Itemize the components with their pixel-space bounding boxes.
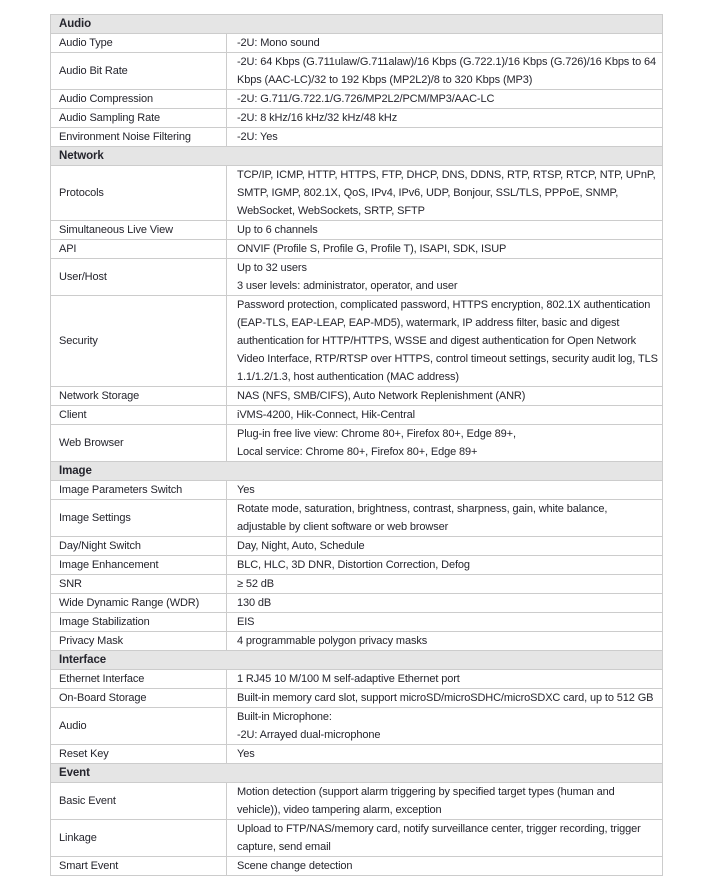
spec-value-line: EIS — [237, 616, 255, 628]
spec-row — [51, 556, 662, 575]
spec-value-line: Yes — [237, 748, 255, 760]
spec-value-line: SMTP, IGMP, 802.1X, QoS, IPv4, IPv6, UDP, Bonjour, SSL/TLS, PPPoE, SNMP, — [237, 187, 619, 199]
section-header: Image — [51, 462, 662, 481]
section-header: Audio — [51, 15, 662, 34]
spec-value-line: ONVIF (Profile S, Profile G, Profile T), ISAPI, SDK, ISUP — [237, 243, 507, 255]
spec-label: Audio Bit Rate — [51, 53, 227, 89]
spec-label: SNR — [51, 575, 227, 593]
spec-value-line: BLC, HLC, 3D DNR, Distortion Correction, Defog — [237, 559, 470, 571]
spec-row — [51, 670, 662, 689]
spec-label: Audio Type — [51, 34, 227, 52]
spec-row — [51, 820, 662, 857]
spec-value-line: Kbps (AAC-LC)/32 to 192 Kbps (MP2L2)/8 to 320 Kbps (MP3) — [237, 74, 533, 86]
spec-table — [50, 14, 663, 876]
spec-label: API — [51, 240, 227, 258]
spec-value — [227, 670, 662, 688]
spec-value — [227, 296, 662, 386]
spec-row — [51, 387, 662, 406]
spec-value-line: 1 RJ45 10 M/100 M self-adaptive Ethernet port — [237, 673, 460, 685]
spec-row — [51, 425, 662, 462]
spec-value — [227, 745, 662, 763]
spec-label: Network Storage — [51, 387, 227, 405]
spec-label: Ethernet Interface — [51, 670, 227, 688]
spec-value — [227, 425, 662, 461]
spec-value — [227, 387, 662, 405]
spec-row — [51, 481, 662, 500]
spec-value — [227, 34, 662, 52]
spec-value-line: -2U: Arrayed dual-microphone — [237, 729, 381, 741]
spec-value-line: Built-in memory card slot, support microSD/microSDHC/microSDXC card, up to 512 GB — [237, 692, 654, 704]
spec-value-line: -2U: 64 Kbps (G.711ulaw/G.711alaw)/16 Kbps (G.722.1)/16 Kbps (G.726)/16 Kbps to 64 — [237, 56, 656, 68]
spec-value — [227, 594, 662, 612]
spec-label: Basic Event — [51, 783, 227, 819]
spec-value-line: 1.1/1.2/1.3, host authentication (MAC address) — [237, 371, 459, 383]
spec-label: Day/Night Switch — [51, 537, 227, 555]
spec-row — [51, 406, 662, 425]
spec-value-line: Upload to FTP/NAS/memory card, notify surveillance center, trigger recording, trigger — [237, 823, 641, 835]
spec-value — [227, 128, 662, 146]
spec-label: On-Board Storage — [51, 689, 227, 707]
spec-row — [51, 90, 662, 109]
spec-value-line: 3 user levels: administrator, operator, and user — [237, 280, 458, 292]
spec-value-line: Yes — [237, 484, 255, 496]
spec-value — [227, 575, 662, 593]
spec-value-line: -2U: Yes — [237, 131, 278, 143]
spec-row — [51, 500, 662, 537]
spec-value-line: Plug-in free live view: Chrome 80+, Firefox 80+, Edge 89+, — [237, 428, 516, 440]
spec-row — [51, 259, 662, 296]
spec-value — [227, 613, 662, 631]
spec-label: Audio Compression — [51, 90, 227, 108]
spec-value-line: authentication for HTTP/HTTPS, WSSE and digest authentication for Open Network — [237, 335, 637, 347]
spec-label: Wide Dynamic Range (WDR) — [51, 594, 227, 612]
spec-value — [227, 820, 662, 856]
spec-value-line: Day, Night, Auto, Schedule — [237, 540, 365, 552]
spec-value — [227, 500, 662, 536]
spec-row — [51, 34, 662, 53]
spec-value-line: 4 programmable polygon privacy masks — [237, 635, 428, 647]
spec-row — [51, 708, 662, 745]
spec-value-line: Up to 6 channels — [237, 224, 318, 236]
spec-row — [51, 745, 662, 764]
spec-value — [227, 166, 662, 220]
spec-label: Linkage — [51, 820, 227, 856]
spec-value-line: capture, send email — [237, 841, 331, 853]
spec-label: Image Settings — [51, 500, 227, 536]
spec-value-line: Video Interface, RTP/RTSP over HTTPS, control timeout settings, security audit log, TLS — [237, 353, 658, 365]
spec-row — [51, 689, 662, 708]
spec-row — [51, 537, 662, 556]
spec-label: Audio Sampling Rate — [51, 109, 227, 127]
section-header: Interface — [51, 651, 662, 670]
spec-value-line: -2U: G.711/G.722.1/G.726/MP2L2/PCM/MP3/AAC-LC — [237, 93, 495, 105]
spec-value — [227, 221, 662, 239]
spec-label: Protocols — [51, 166, 227, 220]
spec-label: Web Browser — [51, 425, 227, 461]
spec-label: Client — [51, 406, 227, 424]
spec-value — [227, 90, 662, 108]
spec-value — [227, 109, 662, 127]
spec-value-line: vehicle)), video tampering alarm, exception — [237, 804, 442, 816]
spec-row — [51, 783, 662, 820]
spec-value-line: Motion detection (support alarm triggering by specified target types (human and — [237, 786, 615, 798]
spec-value-line: Password protection, complicated password, HTTPS encryption, 802.1X authentication — [237, 299, 651, 311]
spec-value — [227, 708, 662, 744]
section-header: Event — [51, 764, 662, 783]
spec-value — [227, 857, 662, 875]
spec-label: Image Stabilization — [51, 613, 227, 631]
spec-value — [227, 481, 662, 499]
spec-label: Simultaneous Live View — [51, 221, 227, 239]
spec-row — [51, 221, 662, 240]
spec-value-line: TCP/IP, ICMP, HTTP, HTTPS, FTP, DHCP, DNS, DDNS, RTP, RTSP, RTCP, NTP, UPnP, — [237, 169, 656, 181]
spec-value — [227, 537, 662, 555]
spec-label: Environment Noise Filtering — [51, 128, 227, 146]
spec-value-line: Local service: Chrome 80+, Firefox 80+, Edge 89+ — [237, 446, 478, 458]
spec-value-line: -2U: 8 kHz/16 kHz/32 kHz/48 kHz — [237, 112, 398, 124]
spec-value — [227, 783, 662, 819]
spec-row — [51, 575, 662, 594]
spec-value — [227, 632, 662, 650]
spec-label: Smart Event — [51, 857, 227, 875]
spec-value — [227, 556, 662, 574]
section-header: Network — [51, 147, 662, 166]
spec-value-line: iVMS-4200, Hik-Connect, Hik-Central — [237, 409, 415, 421]
spec-value-line: Up to 32 users — [237, 262, 307, 274]
spec-value-line: -2U: Mono sound — [237, 37, 320, 49]
spec-row — [51, 166, 662, 221]
spec-value-line: (EAP-TLS, EAP-LEAP, EAP-MD5), watermark, IP address filter, basic and digest — [237, 317, 620, 329]
spec-row — [51, 109, 662, 128]
spec-row — [51, 128, 662, 147]
spec-row — [51, 594, 662, 613]
spec-value-line: ≥ 52 dB — [237, 578, 274, 590]
spec-label: Audio — [51, 708, 227, 744]
spec-row — [51, 632, 662, 651]
spec-value — [227, 259, 662, 295]
spec-value-line: NAS (NFS, SMB/CIFS), Auto Network Replenishment (ANR) — [237, 390, 526, 402]
spec-row — [51, 240, 662, 259]
spec-value-line: Scene change detection — [237, 860, 353, 872]
spec-value — [227, 240, 662, 258]
spec-label: Security — [51, 296, 227, 386]
spec-label: Image Parameters Switch — [51, 481, 227, 499]
spec-value-line: 130 dB — [237, 597, 272, 609]
spec-row — [51, 613, 662, 632]
spec-value-line: WebSocket, WebSockets, SRTP, SFTP — [237, 205, 425, 217]
spec-value — [227, 406, 662, 424]
spec-label: Image Enhancement — [51, 556, 227, 574]
spec-label: Privacy Mask — [51, 632, 227, 650]
spec-row — [51, 296, 662, 387]
spec-value — [227, 689, 662, 707]
spec-label: Reset Key — [51, 745, 227, 763]
spec-row — [51, 857, 662, 875]
spec-row — [51, 53, 662, 90]
spec-value — [227, 53, 662, 89]
spec-label: User/Host — [51, 259, 227, 295]
spec-value-line: adjustable by client software or web browser — [237, 521, 449, 533]
spec-value-line: Built-in Microphone: — [237, 711, 332, 723]
spec-value-line: Rotate mode, saturation, brightness, contrast, sharpness, gain, white balance, — [237, 503, 608, 515]
